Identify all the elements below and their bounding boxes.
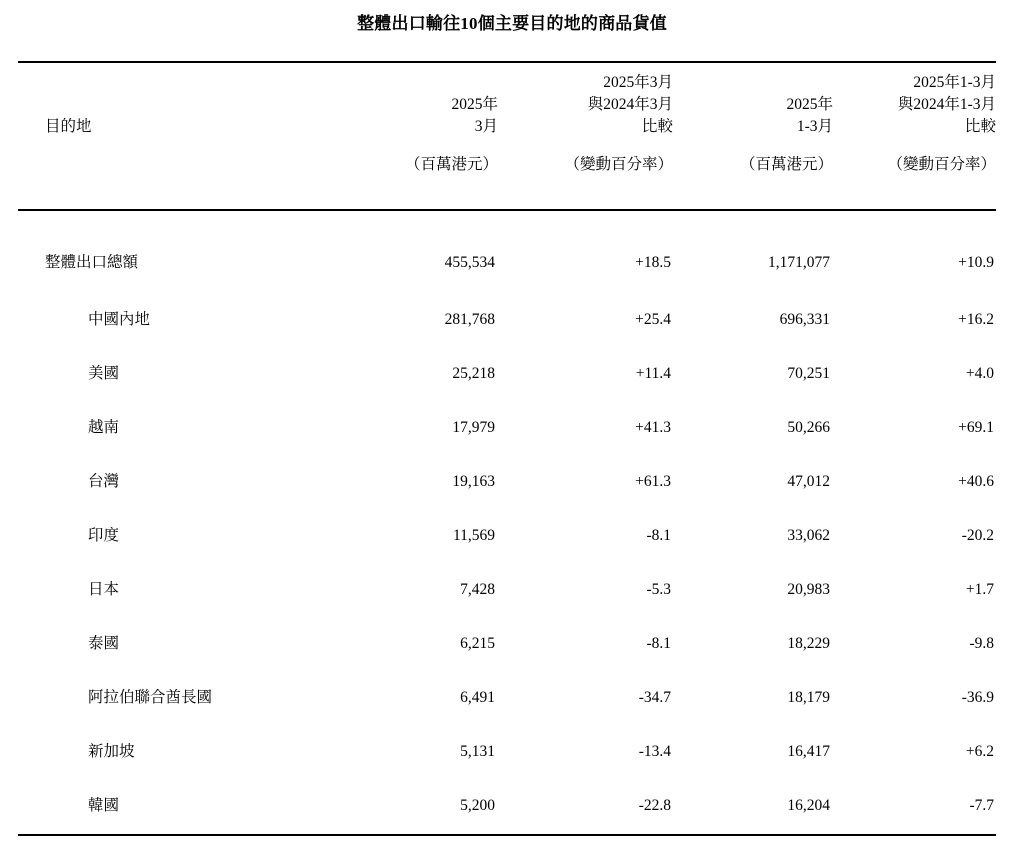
column-header-ytd-change-unit: （變動百分率）	[887, 156, 996, 173]
column-header-month-value-unit: （百萬港元）	[404, 156, 498, 173]
row-label-destination: 泰國	[88, 635, 120, 652]
cell-month-change: -8.1	[646, 635, 671, 652]
column-header-destination-label: 目的地	[45, 118, 92, 135]
cell-month-value: 281,768	[444, 311, 495, 328]
row-label-total: 整體出口總額	[45, 254, 139, 271]
table-row	[18, 455, 996, 509]
cell-ytd-change: +40.6	[958, 473, 994, 490]
cell-month-change: -13.4	[638, 743, 671, 760]
column-header-ytd-change-line1: 2025年1-3月	[913, 74, 996, 91]
row-label-destination: 台灣	[88, 473, 120, 490]
column-header-ytd-value-line2: 1-3月	[796, 118, 833, 135]
cell-month-value: 25,218	[452, 365, 495, 382]
table-body	[18, 207, 996, 833]
column-header-month-value-line1: 2025年	[451, 96, 498, 113]
column-header-month-value-line2: 3月	[474, 118, 498, 135]
cell-month-value: 6,215	[460, 635, 495, 652]
cell-ytd-change: +69.1	[958, 419, 994, 436]
cell-month-value: 17,979	[452, 419, 495, 436]
export-values-table	[18, 72, 996, 833]
column-header-ytd-change-line2: 與2024年1-3月	[897, 96, 996, 113]
cell-ytd-change: +6.2	[965, 743, 994, 760]
column-header-month-value	[338, 72, 498, 207]
cell-month-change: +18.5	[635, 254, 671, 271]
row-label-destination: 日本	[88, 581, 120, 598]
column-header-ytd-change-line3: 比較	[964, 118, 996, 135]
cell-month-value: 7,428	[460, 581, 495, 598]
table-header	[18, 72, 996, 207]
cell-ytd-value: 20,983	[787, 581, 830, 598]
cell-month-change: -22.8	[638, 797, 671, 814]
cell-month-change: +41.3	[635, 419, 671, 436]
cell-month-change: -5.3	[646, 581, 671, 598]
column-header-month-change-line3: 比較	[641, 118, 673, 135]
table-row	[18, 779, 996, 833]
table-row	[18, 563, 996, 617]
cell-ytd-value: 16,417	[787, 743, 830, 760]
cell-ytd-change: +16.2	[958, 311, 994, 328]
cell-ytd-change: +1.7	[965, 581, 994, 598]
column-header-destination	[18, 72, 338, 207]
cell-month-value: 11,569	[452, 527, 495, 544]
table-row	[18, 401, 996, 455]
column-header-ytd-value	[673, 72, 833, 207]
table-top-rule	[18, 61, 996, 63]
cell-ytd-value: 70,251	[787, 365, 830, 382]
table-row	[18, 347, 996, 401]
cell-ytd-value: 50,266	[787, 419, 830, 436]
cell-month-value: 455,534	[444, 254, 495, 271]
row-label-destination: 美國	[88, 365, 120, 382]
table-bottom-rule	[18, 834, 996, 836]
row-label-destination: 新加坡	[88, 743, 135, 760]
cell-month-change: +25.4	[635, 311, 671, 328]
column-header-ytd-value-unit: （百萬港元）	[739, 156, 833, 173]
table-row	[18, 725, 996, 779]
row-label-destination: 阿拉伯聯合酋長國	[88, 689, 213, 706]
cell-ytd-change: -9.8	[969, 635, 994, 652]
row-label-destination: 中國內地	[88, 311, 151, 328]
cell-ytd-value: 18,179	[787, 689, 830, 706]
cell-month-value: 19,163	[452, 473, 495, 490]
table-row	[18, 617, 996, 671]
cell-month-change: -8.1	[646, 527, 671, 544]
column-header-month-change-line1: 2025年3月	[603, 74, 673, 91]
cell-ytd-change: +4.0	[965, 365, 994, 382]
column-header-month-change-unit: （變動百分率）	[564, 156, 673, 173]
cell-ytd-value: 18,229	[787, 635, 830, 652]
cell-ytd-change: +10.9	[958, 254, 994, 271]
row-label-destination: 印度	[88, 527, 120, 544]
cell-ytd-change: -36.9	[961, 689, 994, 706]
cell-month-change: +11.4	[635, 365, 671, 382]
row-label-destination: 韓國	[88, 797, 120, 814]
cell-ytd-change: -7.7	[969, 797, 994, 814]
column-header-ytd-value-line1: 2025年	[786, 96, 833, 113]
cell-ytd-value: 16,204	[787, 797, 830, 814]
table-row	[18, 509, 996, 563]
column-header-ytd-change	[833, 72, 996, 207]
table-row	[18, 293, 996, 347]
column-header-month-change	[498, 72, 673, 207]
table-row	[18, 671, 996, 725]
cell-month-value: 5,131	[460, 743, 495, 760]
cell-ytd-change: -20.2	[961, 527, 994, 544]
table-row	[18, 207, 996, 293]
cell-ytd-value: 47,012	[787, 473, 830, 490]
cell-month-change: +61.3	[635, 473, 671, 490]
cell-ytd-value: 1,171,077	[768, 254, 830, 271]
cell-ytd-value: 33,062	[787, 527, 830, 544]
cell-ytd-value: 696,331	[779, 311, 830, 328]
page-title: 整體出口輸往10個主要目的地的商品貨值	[357, 14, 667, 33]
cell-month-change: -34.7	[638, 689, 671, 706]
cell-month-value: 5,200	[460, 797, 495, 814]
cell-month-value: 6,491	[460, 689, 495, 706]
column-header-month-change-line2: 與2024年3月	[587, 96, 673, 113]
row-label-destination: 越南	[88, 419, 120, 436]
